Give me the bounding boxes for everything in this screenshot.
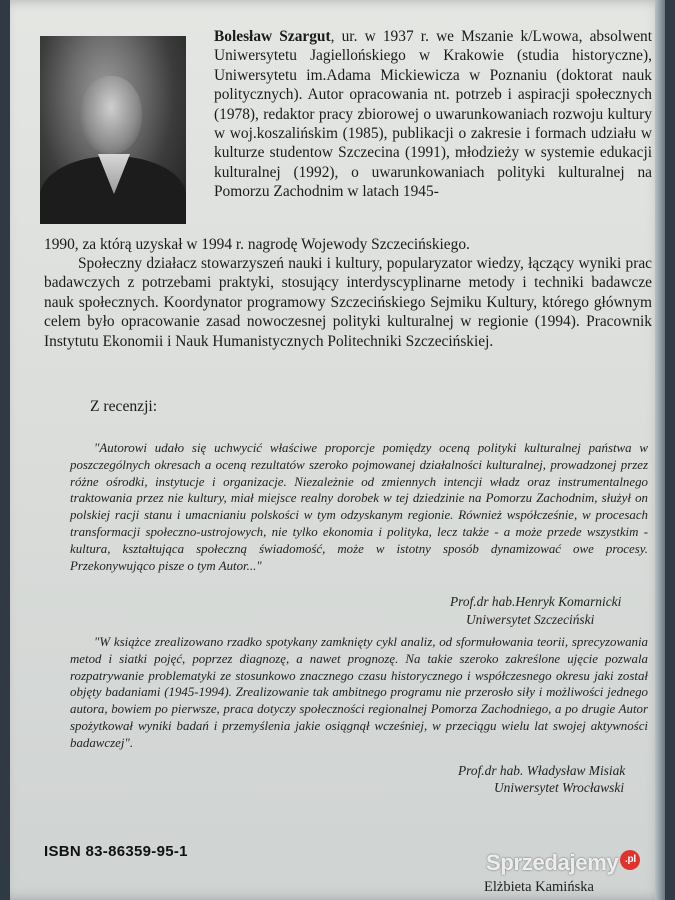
watermark-pl-badge: .pl — [620, 850, 640, 870]
cover-designer-name: Elżbieta Kamińska — [484, 879, 594, 895]
author-bio-end: 1990, za którą uzyskał w 1994 r. nagrodę Wojewody Szczecińskiego. — [44, 236, 470, 253]
book-back-cover — [10, 0, 665, 900]
review-author-2: Prof.dr hab. Władysław Misiak — [458, 763, 626, 778]
author-photo — [40, 36, 186, 224]
review-quote-2: "W książce zrealizowano rzadko spotykany zamknięty cykl analiz, od sformułowania teorii, sprecyzowania metod i siatki pojęć, poprzez diagnozę, a nawet prognozę. Na takie szeroko zakreślone ujęcie pozwala rozpatrywanie problematyki ze stosunkowo znacznego czasu historycznego i współczesnego okresu jaki został objęty badaniami (1945-1994). Zrealizowanie tak ambitnego programu nie przerosło siły i możliwości jednego autora, bowiem po pierwsze, praca dotyczy społeczności regionalnej Pomorza Zachodniego, a po drugie Autor spożytkował wyniki badań i przemyślenia jakie osiągnął wcześniej, w przeciągu wielu lat swojej aktywności badawczej". — [70, 635, 648, 750]
author-bio-paragraph — [214, 27, 652, 202]
reviews-label: Z recenzji: — [90, 398, 158, 415]
review-affiliation-2: Uniwersytet Wrocławski — [494, 780, 625, 795]
author-bio-text: , ur. w 1937 r. we Mszanie k/Lwowa, absolwent Uniwersytetu Jagiellońskiego w Krakowie (studia historyczne), Uniwersytetu im.Adama Mickiewicza w Poznaniu (doktorat nauk politycznych). Autor opracowania nt. potrzeb i aspiracji społecznych (1978), redaktor pracy zbiorowej o uwarunkowaniach rozwoju kultury w woj.koszalińskim (1985), publikacji o zakresie i formach udziału w kulturze studentow Szczecina (1991), młodzieży w systemie edukacji kulturalnej (1992), o uwarunkowaniach polityki kulturalnej na Pomorzu Zachodnim w latach 1945- — [214, 28, 652, 201]
isbn-number: ISBN 83-86359-95-1 — [44, 843, 188, 860]
review-author-1: Prof.dr hab.Henryk Komarnicki — [450, 594, 622, 609]
page-edge — [655, 0, 665, 900]
review-affiliation-1: Uniwersytet Szczeciński — [466, 612, 595, 627]
author-bio-paragraph-2: Społeczny działacz stowarzyszeń nauki i kultury, popularyzator wiedzy, łączący wyniki prac badawczych z potrzebami praktyki, stosujący interdyscyplinarne metody i techniki badawcze nauk społecznych. Koordynator programowy Szczecińskiego Sejmiku Kultury, którego głównym celem było opracowanie zasad nowoczesnej polityki kulturalnej w regionie (1994). Pracownik Instytutu Ekonomii i Nauk Humanistycznych Politechniki Szczecińskiej. — [44, 255, 652, 350]
sprzedajemy-watermark: Sprzedajemy .pl — [486, 850, 640, 876]
author-name: Bolesław Szargut — [214, 28, 331, 45]
review-quote-1: "Autorowi udało się uchwycić właściwe proporcje pomiędzy oceną polityki kulturalnej państwa w poszczególnych okresach a oceną rezultatów szeroko pojmowanej działalności kulturalnej, prowadzonej przez różne ośrodki, instytucje i organizacje. Niezależnie od zmiennych intencji władz oraz instrumentalnego traktowania przez nie kultury, miał miejsce realny dorobek w tej dziedzinie na Pomorzu Zachodnim, służył on polskiej racji stanu i umacnianiu polskości w tym odzyskanym regionie. Również współcześnie, w procesach transformacji społeczno-ustrojowych, nie tylko ekonomia i polityka, lecz także - a może przede wszystkim - kultura, kształtująca społeczną świadomość, może w istotny sposób dynamizować owe procesy. Przekonywująco pisze o tym Autor..." — [70, 441, 648, 573]
